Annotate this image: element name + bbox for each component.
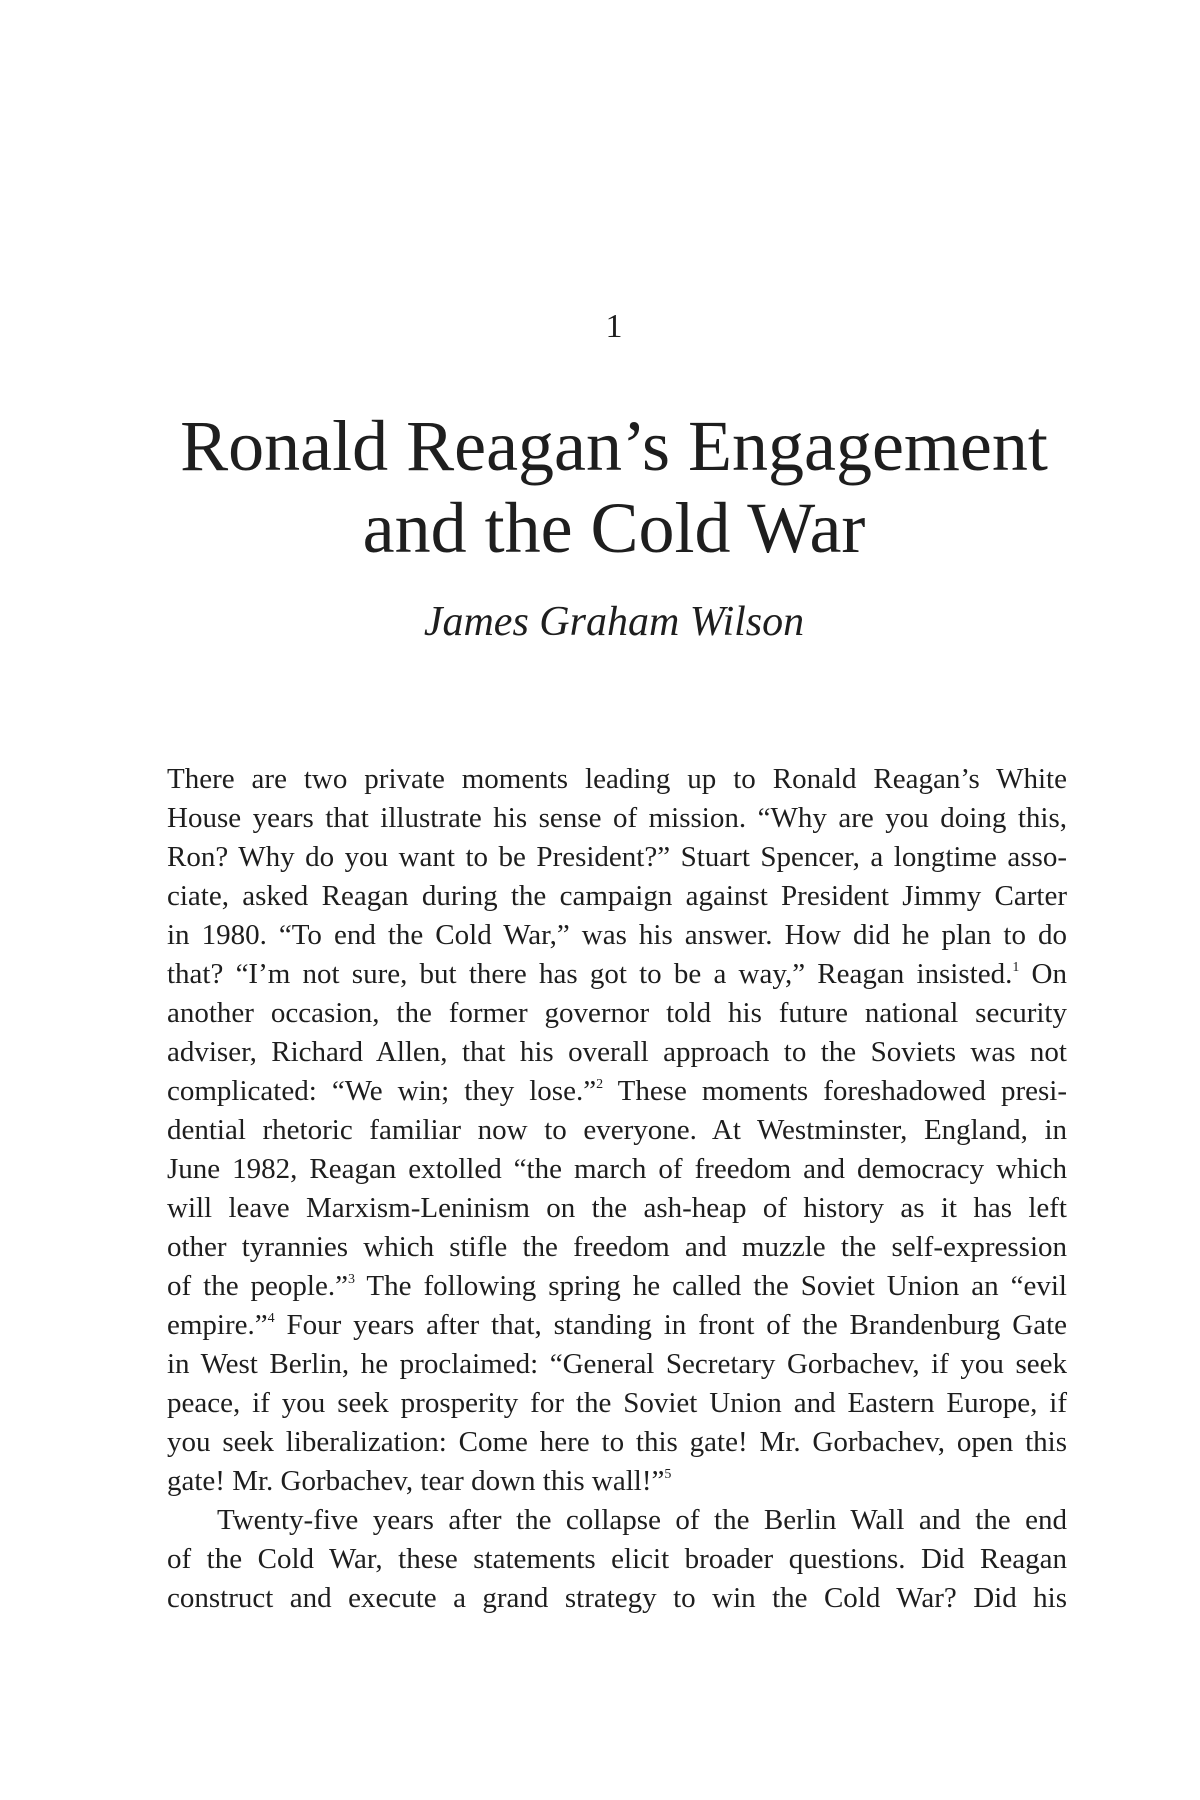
text-segment: The following spring he called the Soviet Union an “evil — [354, 1270, 1067, 1302]
text-segment: Four years after that, standing in front of the Brandenburg Gate — [274, 1309, 1067, 1341]
text-line — [167, 1111, 1067, 1150]
text-segment: These moments foreshadowed presi- — [603, 1075, 1067, 1107]
text-line — [167, 1462, 1067, 1501]
footnote-marker[interactable]: 1 — [1012, 960, 1020, 975]
text-segment: On — [1019, 958, 1067, 990]
text-segment: construct and execute a grand strategy to win the Cold War? Did his — [167, 1582, 1067, 1614]
text-segment: other tyrannies which stifle the freedom and muzzle the self-expression — [167, 1231, 1067, 1263]
chapter-author: James Graham Wilson — [423, 599, 805, 645]
text-segment: adviser, Richard Allen, that his overall approach to the Soviets was not — [167, 1036, 1067, 1068]
text-segment: of the people.” — [167, 1270, 348, 1302]
text-line — [167, 1150, 1067, 1189]
text-segment: in West Berlin, he proclaimed: “General Secretary Gorbachev, if you seek — [167, 1348, 1067, 1380]
text-line — [167, 1033, 1067, 1072]
paragraph — [167, 760, 1067, 1501]
text-line — [167, 955, 1067, 994]
text-line — [167, 1579, 1067, 1618]
text-line — [167, 1306, 1067, 1345]
text-segment: that? “I’m not sure, but there has got to be a way,” Reagan insisted. — [167, 958, 1013, 990]
text-line — [167, 1228, 1067, 1267]
text-segment: will leave Marxism-Leninism on the ash-heap of history as it has left — [167, 1192, 1067, 1224]
text-line — [167, 1501, 1067, 1540]
footnote-marker[interactable]: 3 — [347, 1272, 355, 1287]
text-line — [167, 994, 1067, 1033]
text-line — [167, 1384, 1067, 1423]
chapter-title — [0, 405, 1200, 569]
text-segment: you seek liberalization: Come here to this gate! Mr. Gorbachev, open this — [167, 1426, 1067, 1458]
text-line — [167, 1189, 1067, 1228]
text-segment: in 1980. “To end the Cold War,” was his answer. How did he plan to do — [167, 919, 1067, 951]
text-line — [167, 916, 1067, 955]
footnote-marker[interactable]: 4 — [267, 1311, 275, 1326]
text-segment: House years that illustrate his sense of mission. “Why are you doing this, — [167, 802, 1067, 834]
text-segment: gate! Mr. Gorbachev, tear down this wall!” — [167, 1465, 665, 1497]
text-segment: ciate, asked Reagan during the campaign against President Jimmy Carter — [167, 880, 1067, 912]
chapter-title-line: and the Cold War — [362, 488, 866, 568]
text-segment: Ron? Why do you want to be President?” Stuart Spencer, a longtime asso- — [167, 841, 1067, 873]
text-line — [167, 838, 1067, 877]
chapter-number: 1 — [605, 308, 623, 345]
text-segment: empire.” — [167, 1309, 268, 1341]
text-line — [167, 1072, 1067, 1111]
text-line — [167, 760, 1067, 799]
paragraph — [167, 1501, 1067, 1618]
text-segment: June 1982, Reagan extolled “the march of freedom and democracy which — [167, 1153, 1067, 1185]
text-segment: peace, if you seek prosperity for the Soviet Union and Eastern Europe, if — [167, 1387, 1067, 1419]
chapter-title-line: Ronald Reagan’s Engagement — [180, 406, 1048, 486]
text-segment: Twenty-five years after the collapse of the Berlin Wall and the end — [217, 1504, 1067, 1536]
footnote-marker[interactable]: 5 — [664, 1467, 672, 1482]
text-segment: There are two private moments leading up to Ronald Reagan’s White — [167, 763, 1067, 795]
text-segment: of the Cold War, these statements elicit broader questions. Did Reagan — [167, 1543, 1067, 1575]
text-segment: another occasion, the former governor told his future national security — [167, 997, 1067, 1029]
footnote-marker[interactable]: 2 — [596, 1077, 604, 1092]
body-text — [167, 760, 1067, 1618]
text-line — [167, 799, 1067, 838]
text-segment: dential rhetoric familiar now to everyone. At Westminster, England, in — [167, 1114, 1067, 1146]
text-segment: complicated: “We win; they lose.” — [167, 1075, 597, 1107]
text-line — [167, 877, 1067, 916]
text-line — [167, 1345, 1067, 1384]
text-line — [167, 1267, 1067, 1306]
text-line — [167, 1423, 1067, 1462]
text-line — [167, 1540, 1067, 1579]
